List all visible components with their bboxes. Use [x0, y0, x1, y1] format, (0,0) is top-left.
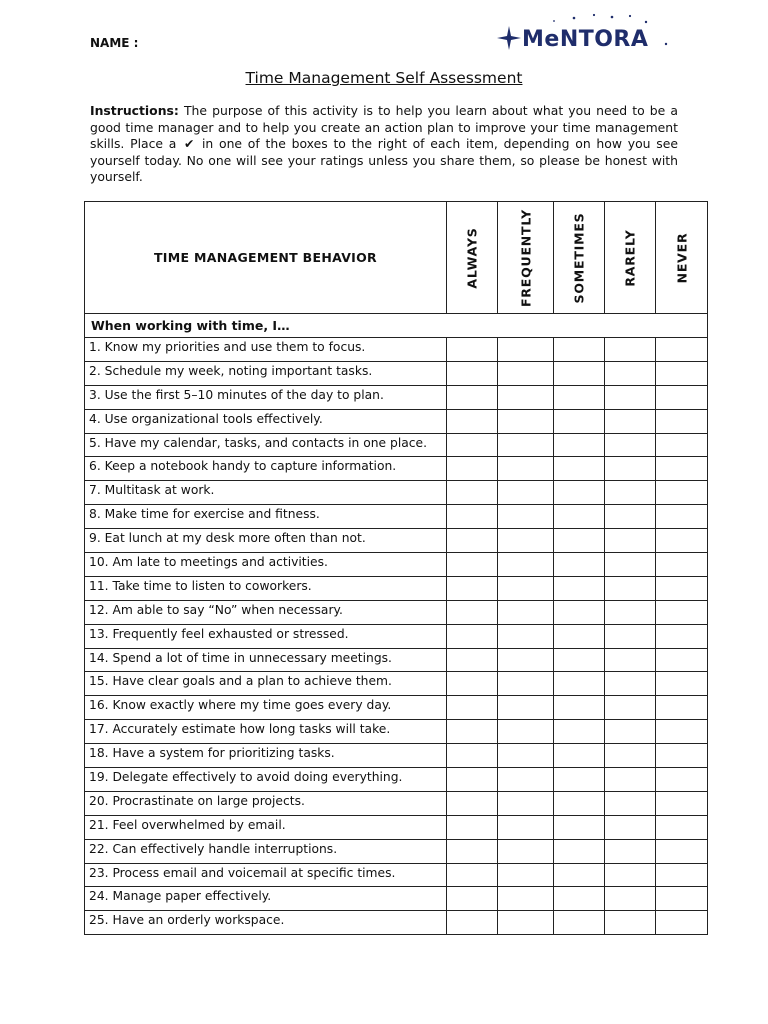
rating-box-rarely[interactable] — [605, 457, 656, 481]
instructions — [90, 103, 678, 186]
rating-box-rarely[interactable] — [605, 553, 656, 577]
table-row — [85, 433, 708, 457]
behavior-label: 17. Accurately estimate how long tasks will take. — [85, 720, 447, 744]
rating-box-sometimes[interactable] — [554, 338, 605, 362]
rating-box-always[interactable] — [447, 696, 498, 720]
rating-box-rarely[interactable] — [605, 839, 656, 863]
table-row — [85, 911, 708, 935]
behavior-label: 20. Procrastinate on large projects. — [85, 791, 447, 815]
page-title: Time Management Self Assessment — [245, 69, 523, 87]
behavior-label: 1. Know my priorities and use them to focus. — [85, 338, 447, 362]
rating-box-never[interactable] — [656, 600, 708, 624]
table-row — [85, 338, 708, 362]
behavior-label: 9. Eat lunch at my desk more often than not. — [85, 529, 447, 553]
rating-box-frequently[interactable] — [498, 887, 554, 911]
rating-box-never[interactable] — [656, 791, 708, 815]
rating-box-sometimes[interactable] — [554, 624, 605, 648]
rating-box-sometimes[interactable] — [554, 768, 605, 792]
rating-box-frequently[interactable] — [498, 911, 554, 935]
behavior-label: 16. Know exactly where my time goes every day. — [85, 696, 447, 720]
rating-box-sometimes[interactable] — [554, 600, 605, 624]
rating-box-sometimes[interactable] — [554, 839, 605, 863]
table-row — [85, 839, 708, 863]
rating-box-frequently[interactable] — [498, 839, 554, 863]
rating-box-always[interactable] — [447, 839, 498, 863]
table-row — [85, 672, 708, 696]
rating-box-always[interactable] — [447, 887, 498, 911]
rating-box-never[interactable] — [656, 361, 708, 385]
rating-box-always[interactable] — [447, 815, 498, 839]
rating-box-frequently[interactable] — [498, 481, 554, 505]
rating-box-frequently[interactable] — [498, 505, 554, 529]
rating-box-frequently[interactable] — [498, 409, 554, 433]
rating-box-frequently[interactable] — [498, 600, 554, 624]
column-header-rarely: RARELY — [605, 202, 656, 314]
rating-box-always[interactable] — [447, 744, 498, 768]
rating-box-sometimes[interactable] — [554, 576, 605, 600]
rating-box-sometimes[interactable] — [554, 672, 605, 696]
table-row — [85, 624, 708, 648]
rating-box-never[interactable] — [656, 457, 708, 481]
rating-box-rarely[interactable] — [605, 624, 656, 648]
column-header-always: ALWAYS — [447, 202, 498, 314]
rating-box-always[interactable] — [447, 648, 498, 672]
rating-box-frequently[interactable] — [498, 744, 554, 768]
rating-box-rarely[interactable] — [605, 409, 656, 433]
rating-box-frequently[interactable] — [498, 696, 554, 720]
rating-box-sometimes[interactable] — [554, 744, 605, 768]
logo-wordmark: MeNTORA — [522, 27, 649, 52]
table-header-row — [85, 202, 708, 314]
rating-box-always[interactable] — [447, 576, 498, 600]
rating-box-never[interactable] — [656, 481, 708, 505]
rating-box-sometimes[interactable] — [554, 863, 605, 887]
rating-box-never[interactable] — [656, 385, 708, 409]
table-row — [85, 648, 708, 672]
behavior-label: 14. Spend a lot of time in unnecessary meetings. — [85, 648, 447, 672]
behavior-label: 2. Schedule my week, noting important tasks. — [85, 361, 447, 385]
column-header-never: NEVER — [656, 202, 708, 314]
rating-box-never[interactable] — [656, 529, 708, 553]
rating-box-rarely[interactable] — [605, 648, 656, 672]
rating-box-always[interactable] — [447, 768, 498, 792]
rating-box-always[interactable] — [447, 433, 498, 457]
rating-box-always[interactable] — [447, 409, 498, 433]
behavior-label: 19. Delegate effectively to avoid doing everything. — [85, 768, 447, 792]
rating-box-always[interactable] — [447, 338, 498, 362]
table-row — [85, 791, 708, 815]
rating-box-always[interactable] — [447, 791, 498, 815]
rating-box-always[interactable] — [447, 505, 498, 529]
rating-box-rarely[interactable] — [605, 481, 656, 505]
rating-box-frequently[interactable] — [498, 361, 554, 385]
behavior-label: 22. Can effectively handle interruptions. — [85, 839, 447, 863]
table-row — [85, 505, 708, 529]
table-row — [85, 361, 708, 385]
rating-box-rarely[interactable] — [605, 768, 656, 792]
behavior-label: 25. Have an orderly workspace. — [85, 911, 447, 935]
table-row — [85, 481, 708, 505]
rating-box-always[interactable] — [447, 361, 498, 385]
rating-box-rarely[interactable] — [605, 720, 656, 744]
rating-box-never[interactable] — [656, 409, 708, 433]
instructions-text-before: The purpose of this activity is to help you learn about what you need to be a good time manager and to help you create an action plan to improve your time management skills. Place a — [90, 103, 678, 152]
rating-box-rarely[interactable] — [605, 576, 656, 600]
rating-box-rarely[interactable] — [605, 433, 656, 457]
table-row — [85, 887, 708, 911]
behavior-label: 11. Take time to listen to coworkers. — [85, 576, 447, 600]
rating-box-never[interactable] — [656, 887, 708, 911]
behavior-label: 8. Make time for exercise and fitness. — [85, 505, 447, 529]
rating-box-rarely[interactable] — [605, 744, 656, 768]
rating-box-sometimes[interactable] — [554, 648, 605, 672]
section-label: When working with time, I… — [85, 314, 708, 338]
rating-box-never[interactable] — [656, 576, 708, 600]
rating-box-frequently[interactable] — [498, 863, 554, 887]
table-row — [85, 696, 708, 720]
rating-box-sometimes[interactable] — [554, 553, 605, 577]
checkmark-icon: ✔ — [183, 136, 195, 152]
mentora-logo — [494, 12, 684, 56]
instructions-label: Instructions: — [90, 103, 179, 118]
rating-box-frequently[interactable] — [498, 529, 554, 553]
rating-box-frequently[interactable] — [498, 433, 554, 457]
rating-box-frequently[interactable] — [498, 457, 554, 481]
behavior-label: 18. Have a system for prioritizing tasks. — [85, 744, 447, 768]
rating-box-rarely[interactable] — [605, 863, 656, 887]
behavior-label: 7. Multitask at work. — [85, 481, 447, 505]
rating-box-always[interactable] — [447, 672, 498, 696]
table-row — [85, 553, 708, 577]
table-row — [85, 720, 708, 744]
rating-box-frequently[interactable] — [498, 338, 554, 362]
rating-box-rarely[interactable] — [605, 338, 656, 362]
table-row — [85, 409, 708, 433]
rating-box-sometimes[interactable] — [554, 361, 605, 385]
rating-box-sometimes[interactable] — [554, 409, 605, 433]
table-row — [85, 768, 708, 792]
behavior-column-header: TIME MANAGEMENT BEHAVIOR — [85, 202, 447, 314]
behavior-label: 5. Have my calendar, tasks, and contacts in one place. — [85, 433, 447, 457]
behavior-label: 4. Use organizational tools effectively. — [85, 409, 447, 433]
behavior-label: 24. Manage paper effectively. — [85, 887, 447, 911]
rating-box-always[interactable] — [447, 529, 498, 553]
rating-box-sometimes[interactable] — [554, 815, 605, 839]
rating-box-always[interactable] — [447, 553, 498, 577]
rating-box-always[interactable] — [447, 457, 498, 481]
behavior-label: 3. Use the first 5–10 minutes of the day to plan. — [85, 385, 447, 409]
rating-box-sometimes[interactable] — [554, 696, 605, 720]
rating-box-sometimes[interactable] — [554, 505, 605, 529]
name-label: NAME : — [90, 36, 139, 50]
rating-box-rarely[interactable] — [605, 887, 656, 911]
behavior-label: 13. Frequently feel exhausted or stressed. — [85, 624, 447, 648]
column-header-frequently: FREQUENTLY — [498, 202, 554, 314]
rating-box-never[interactable] — [656, 815, 708, 839]
rating-box-rarely[interactable] — [605, 791, 656, 815]
rating-box-sometimes[interactable] — [554, 887, 605, 911]
rating-box-rarely[interactable] — [605, 696, 656, 720]
rating-box-frequently[interactable] — [498, 720, 554, 744]
rating-box-sometimes[interactable] — [554, 457, 605, 481]
rating-box-never[interactable] — [656, 744, 708, 768]
behavior-label: 10. Am late to meetings and activities. — [85, 553, 447, 577]
behavior-label: 23. Process email and voicemail at specific times. — [85, 863, 447, 887]
rating-box-rarely[interactable] — [605, 672, 656, 696]
rating-box-rarely[interactable] — [605, 815, 656, 839]
rating-box-never[interactable] — [656, 505, 708, 529]
rating-box-rarely[interactable] — [605, 911, 656, 935]
rating-box-sometimes[interactable] — [554, 433, 605, 457]
rating-box-frequently[interactable] — [498, 815, 554, 839]
rating-box-always[interactable] — [447, 624, 498, 648]
rating-box-always[interactable] — [447, 481, 498, 505]
rating-box-always[interactable] — [447, 863, 498, 887]
rating-box-never[interactable] — [656, 720, 708, 744]
rating-box-rarely[interactable] — [605, 529, 656, 553]
rating-box-never[interactable] — [656, 338, 708, 362]
rating-box-never[interactable] — [656, 696, 708, 720]
table-row — [85, 815, 708, 839]
rating-box-never[interactable] — [656, 553, 708, 577]
rating-box-sometimes[interactable] — [554, 720, 605, 744]
rating-box-never[interactable] — [656, 839, 708, 863]
behavior-label: 15. Have clear goals and a plan to achieve them. — [85, 672, 447, 696]
assessment-table — [84, 201, 708, 935]
section-row — [85, 314, 708, 338]
rating-box-sometimes[interactable] — [554, 911, 605, 935]
rating-box-frequently[interactable] — [498, 768, 554, 792]
rating-box-rarely[interactable] — [605, 505, 656, 529]
rating-box-frequently[interactable] — [498, 385, 554, 409]
table-row — [85, 385, 708, 409]
column-header-sometimes: SOMETIMES — [554, 202, 605, 314]
rating-box-rarely[interactable] — [605, 600, 656, 624]
rating-box-frequently[interactable] — [498, 624, 554, 648]
table-row — [85, 863, 708, 887]
table-row — [85, 457, 708, 481]
rating-box-sometimes[interactable] — [554, 385, 605, 409]
rating-box-always[interactable] — [447, 911, 498, 935]
rating-box-rarely[interactable] — [605, 361, 656, 385]
rating-box-frequently[interactable] — [498, 791, 554, 815]
behavior-label: 21. Feel overwhelmed by email. — [85, 815, 447, 839]
rating-box-always[interactable] — [447, 385, 498, 409]
rating-box-rarely[interactable] — [605, 385, 656, 409]
rating-box-never[interactable] — [656, 863, 708, 887]
table-row — [85, 600, 708, 624]
rating-box-frequently[interactable] — [498, 648, 554, 672]
rating-box-sometimes[interactable] — [554, 791, 605, 815]
rating-box-never[interactable] — [656, 768, 708, 792]
instructions-text-after: in one of the boxes to the right of each item, depending on how you see yourself today. No one will see your ratings unless you share them, so please be honest with yourself. — [90, 136, 678, 185]
rating-box-never[interactable] — [656, 672, 708, 696]
rating-box-frequently[interactable] — [498, 576, 554, 600]
table-row — [85, 744, 708, 768]
table-row — [85, 576, 708, 600]
rating-box-sometimes[interactable] — [554, 481, 605, 505]
behavior-label: 6. Keep a notebook handy to capture information. — [85, 457, 447, 481]
rating-box-never[interactable] — [656, 624, 708, 648]
rating-box-always[interactable] — [447, 600, 498, 624]
table-row — [85, 529, 708, 553]
rating-box-never[interactable] — [656, 433, 708, 457]
rating-box-frequently[interactable] — [498, 672, 554, 696]
rating-box-never[interactable] — [656, 911, 708, 935]
rating-box-always[interactable] — [447, 720, 498, 744]
rating-box-frequently[interactable] — [498, 553, 554, 577]
behavior-label: 12. Am able to say “No” when necessary. — [85, 600, 447, 624]
rating-box-never[interactable] — [656, 648, 708, 672]
rating-box-sometimes[interactable] — [554, 529, 605, 553]
